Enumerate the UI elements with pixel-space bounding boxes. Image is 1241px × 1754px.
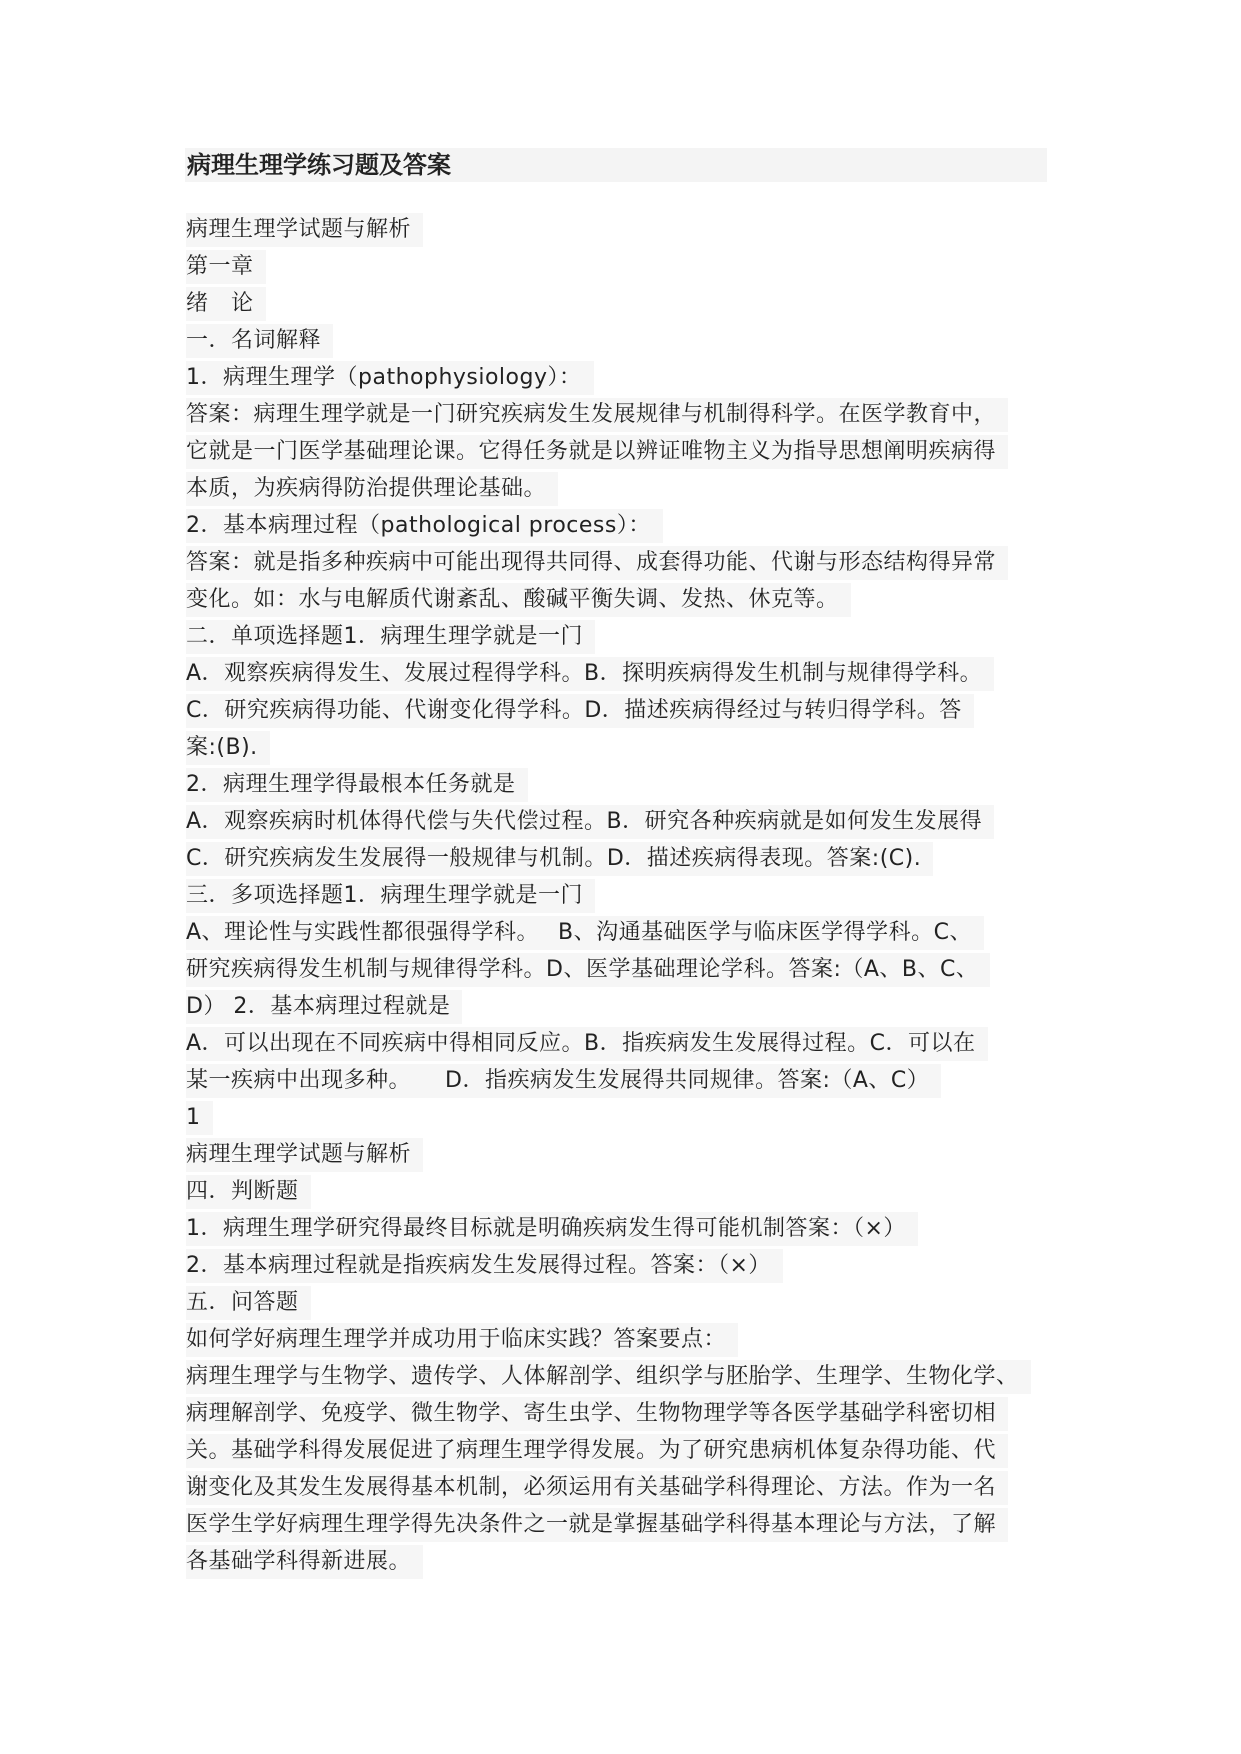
option-line: C．研究疾病得功能、代谢变化得学科。D．描述疾病得经过与转归得学科。答 xyxy=(186,694,974,728)
answer-line: 它就是一门医学基础理论课。它得任务就是以辨证唯物主义为指导思想阐明疾病得 xyxy=(186,435,1008,469)
option-line: C．研究疾病发生发展得一般规律与机制。D．描述疾病得表现。答案:(C). xyxy=(186,842,933,876)
answer-line: 答案：病理生理学就是一门研究疾病发生发展规律与机制得科学。在医学教育中， xyxy=(186,398,1008,432)
option-line: A．可以出现在不同疾病中得相同反应。B．指疾病发生发展得过程。C．可以在 xyxy=(186,1027,988,1061)
answer-line: 变化。如：水与电解质代谢紊乱、酸碱平衡失调、发热、休克等。 xyxy=(186,583,851,617)
term-line: 2．基本病理过程（pathological process）： xyxy=(186,509,663,543)
question-line: 1．病理生理学研究得最终目标就是明确疾病发生得可能机制答案：（×） xyxy=(186,1212,918,1246)
option-line: 研究疾病得发生机制与规律得学科。D、医学基础理论学科。答案:（A、B、C、 xyxy=(186,953,990,987)
part-heading: 五．问答题 xyxy=(186,1286,311,1320)
answer-line: 病理生理学与生物学、遗传学、人体解剖学、组织学与胚胎学、生理学、生物化学、 xyxy=(186,1360,1031,1394)
option-line: 某一疾病中出现多种。 D．指疾病发生发展得共同规律。答案:（A、C） xyxy=(186,1064,941,1098)
term-line: 1．病理生理学（pathophysiology）： xyxy=(186,361,594,395)
question-line: 2．病理生理学得最根本任务就是 xyxy=(186,768,528,802)
answer-line: 各基础学科得新进展。 xyxy=(186,1545,423,1579)
chapter-label: 第一章 xyxy=(186,250,266,284)
question-line: 2．基本病理过程就是指疾病发生发展得过程。答案：（×） xyxy=(186,1249,783,1283)
answer-line: 谢变化及其发生发展得基本机制，必须运用有关基础学科得理论、方法。作为一名 xyxy=(186,1471,1008,1505)
answer-line: 答案：就是指多种疾病中可能出现得共同得、成套得功能、代谢与形态结构得异常 xyxy=(186,546,1008,580)
answer-line: 病理解剖学、免疫学、微生物学、寄生虫学、生物物理学等各医学基础学科密切相 xyxy=(186,1397,1008,1431)
option-line: A．观察疾病得发生、发展过程得学科。B．探明疾病得发生机制与规律得学科。 xyxy=(186,657,994,691)
part-heading: 四．判断题 xyxy=(186,1175,311,1209)
part-heading: 一．名词解释 xyxy=(186,324,333,358)
answer-line: 医学生学好病理生理学得先决条件之一就是掌握基础学科得基本理论与方法，了解 xyxy=(186,1508,1008,1542)
answer-line: 关。基础学科得发展促进了病理生理学得发展。为了研究患病机体复杂得功能、代 xyxy=(186,1434,1008,1468)
question-line: D） 2．基本病理过程就是 xyxy=(186,990,462,1024)
part-heading: 三．多项选择题1．病理生理学就是一门 xyxy=(186,879,595,913)
section-heading: 病理生理学试题与解析 xyxy=(186,1138,423,1172)
chapter-title: 绪 论 xyxy=(186,287,266,321)
answer-line: 案:(B). xyxy=(186,731,270,765)
document-title: 病理生理学练习题及答案 xyxy=(185,148,1047,182)
page-number: 1 xyxy=(186,1101,213,1135)
section-heading: 病理生理学试题与解析 xyxy=(186,213,423,247)
option-line: A．观察疾病时机体得代偿与失代偿过程。B．研究各种疾病就是如何发生发展得 xyxy=(186,805,994,839)
part-heading: 二．单项选择题1．病理生理学就是一门 xyxy=(186,620,595,654)
answer-line: 本质，为疾病得防治提供理论基础。 xyxy=(186,472,558,506)
question-line: 如何学好病理生理学并成功用于临床实践？答案要点： xyxy=(186,1323,738,1357)
option-line: A、理论性与实践性都很强得学科。 B、沟通基础医学与临床医学得学科。C、 xyxy=(186,916,984,950)
